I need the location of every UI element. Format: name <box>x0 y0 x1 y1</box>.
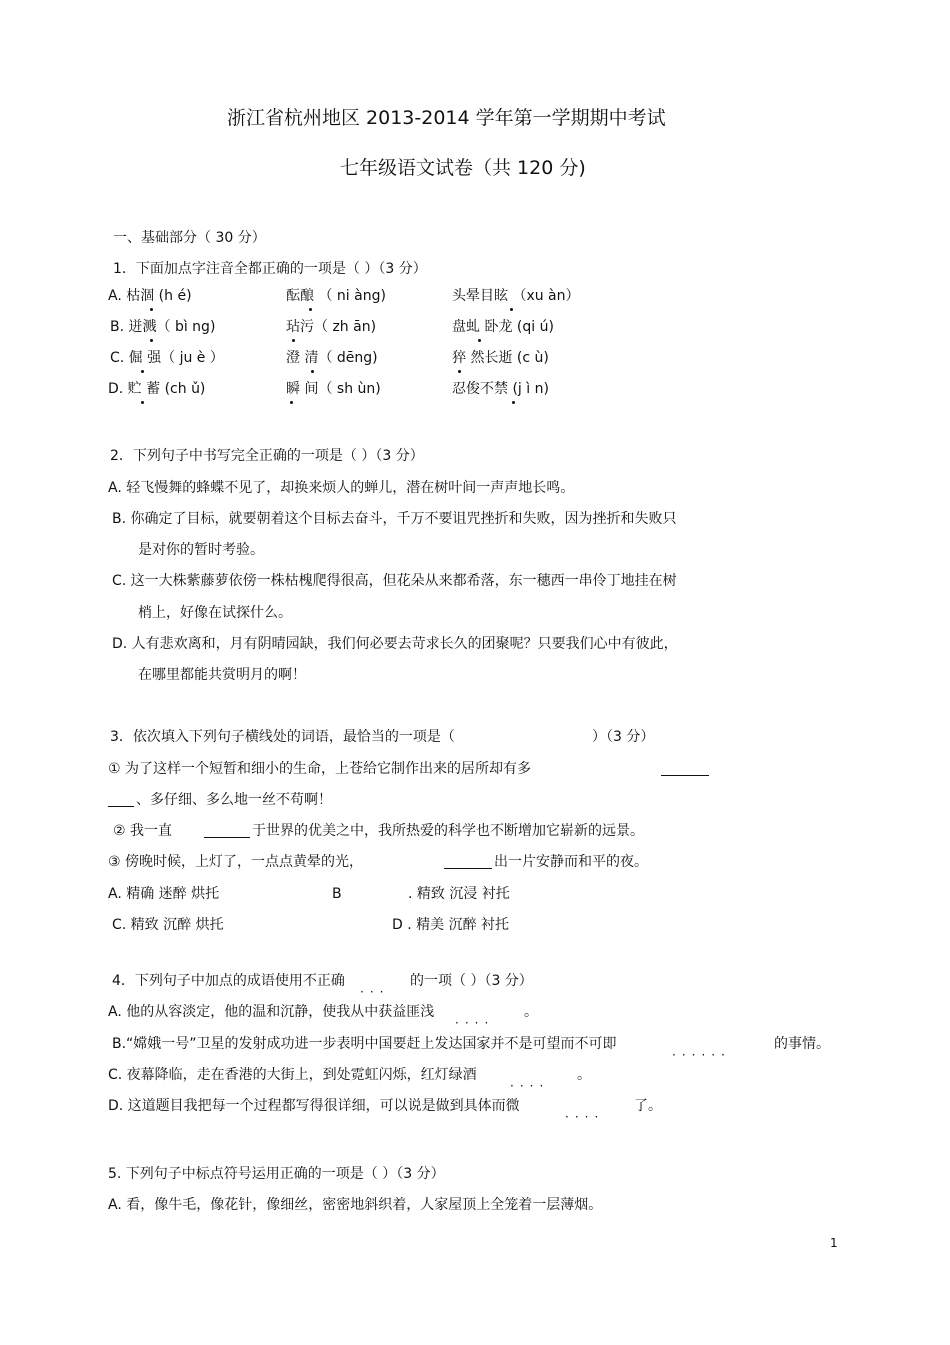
q1-option-a-2: 酝酿 （ ni àng) <box>286 288 386 304</box>
q3-sentence-3-start: ③ 傍晚时候，上灯了，一点点黄晕的光， <box>108 854 363 870</box>
emphasis-dot <box>290 401 293 404</box>
q2-option-a: A. 轻飞慢舞的蜂蝶不见了，却换来烦人的蝉儿，潜在树叶间一声声地长鸣。 <box>108 480 575 496</box>
question-3-score: ）（3 分） <box>592 729 655 745</box>
q2-option-b-line1: B. 你确定了目标，就要朝着这个目标去奋斗，千万不要诅咒挫折和失败，因为挫折和失败只 <box>112 511 677 527</box>
emphasis-dot <box>309 308 312 311</box>
q2-option-d-line1: D. 人有悲欢离和，月有阴晴园缺，我们何必要去苛求长久的团聚呢？只要我们心中有彼此， <box>112 636 678 652</box>
emphasis-dots: ··· <box>360 985 390 999</box>
q4-option-a: A. 他的从容淡定，他的温和沉静，使我从中获益匪浅 <box>108 1004 435 1020</box>
q5-option-a: A. 看，像牛毛，像花针，像细丝，密密地斜织着，人家屋顶上全笼着一层薄烟。 <box>108 1197 603 1213</box>
q2-option-d-line2: 在哪里都能共赏明月的啊！ <box>138 667 306 683</box>
question-1-stem: 1．下面加点字注音全都正确的一项是（ ）（3 分） <box>113 261 427 277</box>
q2-option-b-line2: 是对你的暂时考验。 <box>138 542 264 558</box>
q1-option-a-3: 头晕目眩 （xu àn） <box>452 288 580 304</box>
q2-option-c-line2: 梢上，好像在试探什么。 <box>138 605 292 621</box>
emphasis-dot <box>150 308 153 311</box>
q1-option-d-2: 瞬 间（ sh ùn) <box>286 381 381 397</box>
q4-option-c: C. 夜幕降临，走在香港的大街上，到处霓虹闪烁，红灯绿酒 <box>108 1067 477 1083</box>
q3-sentence-3-end: 出一片安静而和平的夜。 <box>494 854 648 870</box>
question-2-stem: 2．下列句子中书写完全正确的一项是（ ）（3 分） <box>110 448 424 464</box>
question-4-stem-end: 的一项（ ）（3 分） <box>410 973 533 989</box>
q4-option-a-end: 。 <box>524 1004 538 1020</box>
q1-option-d-3: 忍俊不禁 (j ì n) <box>452 381 549 397</box>
emphasis-dots: ···· <box>565 1110 605 1124</box>
emphasis-dot <box>478 339 481 342</box>
q3-sentence-1-cont: 、多仔细、多么地一丝不苟啊！ <box>136 792 332 808</box>
emphasis-dots: ···· <box>455 1016 495 1030</box>
q4-option-b: B.“嫦娥一号”卫星的发射成功进一步表明中国要赶上发达国家并不是可望而不可即 <box>112 1036 617 1052</box>
page-number: 1 <box>830 1236 838 1250</box>
emphasis-dot <box>292 339 295 342</box>
exam-subtitle: 七年级语文试卷（共 120 分) <box>340 157 586 179</box>
q1-option-c-3: 猝 然长逝 (c ù) <box>452 350 549 366</box>
q1-option-b-1: B. 迸溅（ bì ng) <box>110 319 216 335</box>
question-4-stem-start: 4．下列句子中加点的成语使用不正确 <box>112 973 345 989</box>
q1-option-a-1: A. 枯涸 (h é) <box>108 288 192 304</box>
q3-option-a: A. 精确 迷醉 烘托 <box>108 886 220 902</box>
q1-option-d-1: D. 贮 蓄 (ch ǔ) <box>108 381 206 397</box>
emphasis-dots: ······ <box>672 1048 731 1062</box>
q3-sentence-1: ① 为了这样一个短暂和细小的生命，上苍给它制作出来的居所却有多 <box>108 761 531 777</box>
q1-option-b-2: 玷污（ zh ān) <box>286 319 377 335</box>
q4-option-b-end: 的事情。 <box>774 1036 830 1052</box>
emphasis-dot <box>510 308 513 311</box>
section-heading: 一、基础部分（ 30 分） <box>113 230 266 246</box>
q1-option-b-3: 盘虬 卧龙 (qi ú) <box>452 319 554 335</box>
emphasis-dots: ···· <box>510 1079 550 1093</box>
q2-option-c-line1: C. 这一大株紫藤萝依傍一株枯槐爬得很高，但花朵从来都希落，东一穗西一串伶丁地挂在树 <box>112 573 677 589</box>
emphasis-dot <box>458 370 461 373</box>
q3-sentence-2-start: ② 我一直 <box>113 823 173 839</box>
emphasis-dot <box>311 370 314 373</box>
q1-option-c-1: C. 倔 强（ ju è ） <box>110 350 224 366</box>
q3-option-b: . 精致 沉浸 衬托 <box>408 886 510 902</box>
fill-blank <box>661 761 709 776</box>
emphasis-dot <box>512 401 515 404</box>
q4-option-d: D. 这道题目我把每一个过程都写得很详细，可以说是做到具体而微 <box>108 1098 520 1114</box>
q1-option-c-2: 澄 清（ dēng) <box>286 350 378 366</box>
q3-option-c: C. 精致 沉醉 烘托 <box>112 917 224 933</box>
q3-sentence-2-end: 于世界的优美之中，我所热爱的科学也不断增加它崭新的远景。 <box>252 823 644 839</box>
q3-option-b-letter: B <box>332 886 342 902</box>
question-3-stem: 3．依次填入下列句子横线处的词语，最恰当的一项是（ <box>110 729 455 745</box>
q3-option-d: D . 精美 沉醉 衬托 <box>392 917 510 933</box>
fill-blank <box>444 854 492 869</box>
exam-title: 浙江省杭州地区 2013-2014 学年第一学期期中考试 <box>227 107 666 129</box>
fill-blank <box>108 792 134 807</box>
emphasis-dot <box>141 370 144 373</box>
emphasis-dot <box>150 339 153 342</box>
question-5-stem: 5. 下列句子中标点符号运用正确的一项是（ ）（3 分） <box>108 1166 445 1182</box>
fill-blank <box>204 823 250 838</box>
q4-option-c-end: 。 <box>577 1067 591 1083</box>
emphasis-dot <box>141 401 144 404</box>
q4-option-d-end: 了。 <box>634 1098 662 1114</box>
